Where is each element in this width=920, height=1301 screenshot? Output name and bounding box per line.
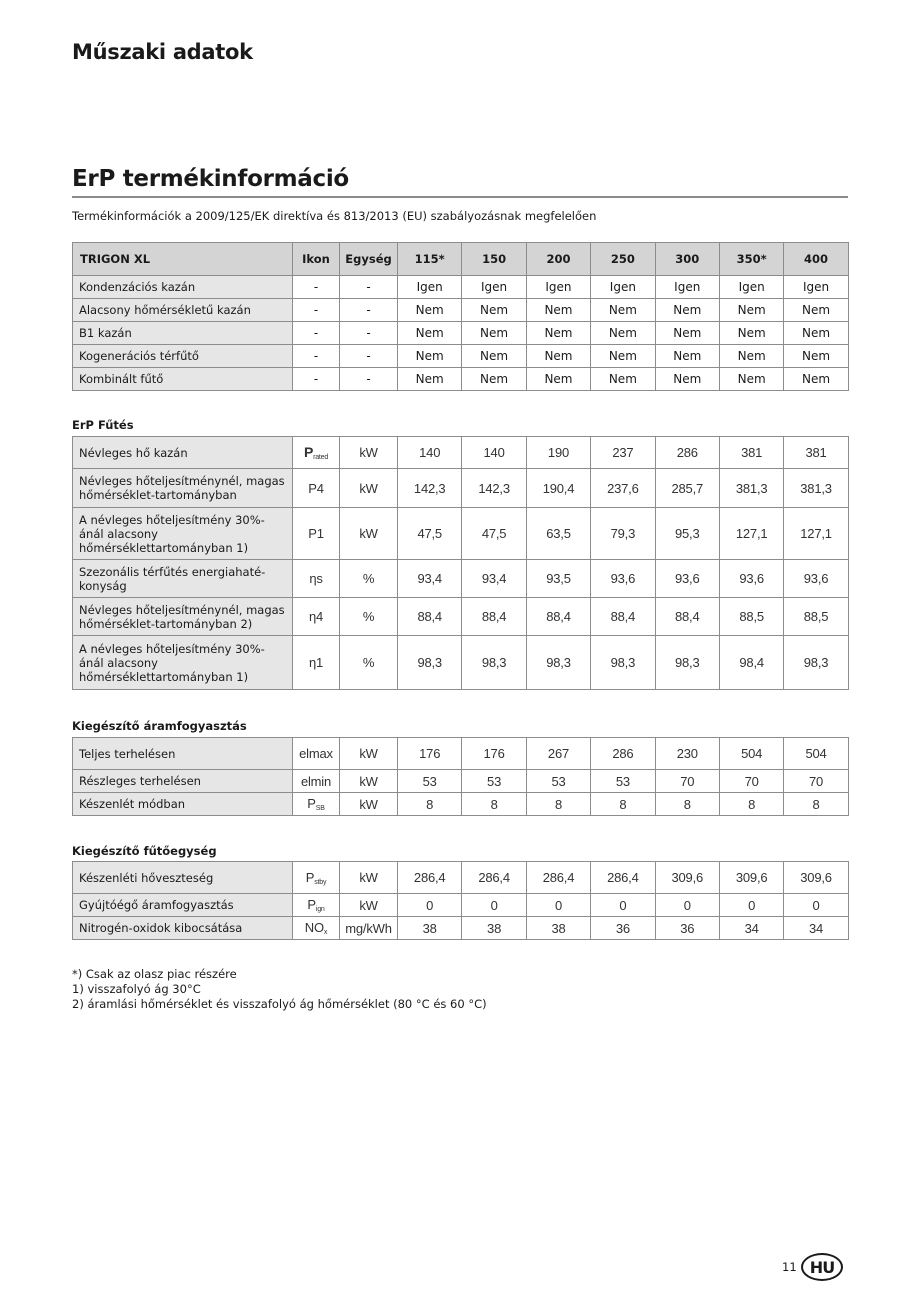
table-row (73, 862, 849, 894)
row-value: 504 (784, 738, 848, 770)
row-value: 381,3 (719, 469, 783, 508)
row-value: 38 (462, 917, 526, 940)
row-value: 309,6 (784, 862, 848, 894)
row-symbol: - (293, 299, 340, 322)
symbol-main: NO (304, 920, 324, 935)
row-unit: % (340, 560, 398, 598)
row-value: 127,1 (784, 508, 848, 560)
row-value: Nem (398, 322, 462, 345)
table-row (73, 276, 849, 299)
row-value: Nem (462, 299, 526, 322)
table-row (73, 368, 849, 391)
row-value: Nem (526, 345, 590, 368)
row-label: B1 kazán (73, 322, 293, 345)
row-value: 93,4 (462, 560, 526, 598)
row-value: Nem (784, 368, 848, 391)
row-value: 0 (591, 894, 655, 917)
row-value: 98,3 (591, 636, 655, 690)
header-250: 250 (591, 243, 655, 276)
row-symbol: elmin (293, 770, 340, 793)
row-value: Nem (655, 322, 719, 345)
row-unit: kW (340, 793, 398, 816)
table-row (73, 917, 849, 940)
row-symbol: - (293, 322, 340, 345)
header-unit: Egység (340, 243, 398, 276)
row-value: Nem (784, 345, 848, 368)
row-value: 286,4 (526, 862, 590, 894)
row-value: 70 (719, 770, 783, 793)
row-symbol: ηs (293, 560, 340, 598)
symbol-main: P (303, 444, 314, 460)
row-value: 286,4 (398, 862, 462, 894)
row-value: Nem (398, 299, 462, 322)
row-value: 36 (591, 917, 655, 940)
row-value: 176 (462, 738, 526, 770)
aux-power-table (72, 737, 849, 816)
row-unit: - (340, 345, 398, 368)
row-value: 38 (398, 917, 462, 940)
row-value: 8 (719, 793, 783, 816)
row-value: 98,3 (526, 636, 590, 690)
row-value: Nem (526, 322, 590, 345)
aux-heater-title: Kiegészítő fűtőegység (72, 844, 217, 858)
row-value: 286 (655, 437, 719, 469)
header-350: 350* (719, 243, 783, 276)
row-label: Teljes terhelésen (73, 738, 293, 770)
row-value: Igen (526, 276, 590, 299)
symbol-subscript: stby (314, 878, 327, 886)
table-row (73, 770, 849, 793)
symbol-main: P (307, 897, 316, 912)
row-value: 286,4 (462, 862, 526, 894)
row-label: A névleges hőteljesítmény 30%-ánál alacsony hőmérséklettartományban 1) (73, 636, 293, 690)
row-unit: kW (340, 770, 398, 793)
row-value: Igen (398, 276, 462, 299)
row-value: Nem (526, 368, 590, 391)
row-value: 190,4 (526, 469, 590, 508)
row-symbol: P4 (293, 469, 340, 508)
row-symbol: P1 (293, 508, 340, 560)
row-label: Kombinált fűtő (73, 368, 293, 391)
header-150: 150 (462, 243, 526, 276)
row-value: 267 (526, 738, 590, 770)
symbol-subscript: ign (315, 906, 325, 913)
header-400: 400 (784, 243, 848, 276)
row-symbol: - (293, 345, 340, 368)
row-value: 98,3 (655, 636, 719, 690)
row-value: 504 (719, 738, 783, 770)
row-value: Nem (462, 322, 526, 345)
row-value: Igen (784, 276, 848, 299)
table-row (73, 636, 849, 690)
row-label: Készenlét módban (73, 793, 293, 816)
row-value: 93,6 (784, 560, 848, 598)
row-value: 70 (784, 770, 848, 793)
row-value: 0 (719, 894, 783, 917)
row-label: Szezonális térfűtés energiahaté-konyság (73, 560, 293, 598)
row-value: Nem (784, 322, 848, 345)
row-value: 286 (591, 738, 655, 770)
row-value: 93,4 (398, 560, 462, 598)
erp-heating-table (72, 436, 849, 690)
row-label: Nitrogén-oxidok kibocsátása (73, 917, 293, 940)
table-row (73, 894, 849, 917)
row-value: 53 (398, 770, 462, 793)
table-header-row (73, 243, 849, 276)
row-value: 95,3 (655, 508, 719, 560)
symbol-subscript: rated (313, 454, 329, 461)
section-title: Műszaki adatok (72, 40, 253, 64)
row-value: 70 (655, 770, 719, 793)
row-unit: kW (340, 862, 398, 894)
row-value: Nem (655, 345, 719, 368)
row-value: 309,6 (655, 862, 719, 894)
row-value: 8 (655, 793, 719, 816)
row-value: 0 (784, 894, 848, 917)
row-value: 53 (462, 770, 526, 793)
erp-heating-title: ErP Fűtés (72, 418, 134, 432)
row-symbol: elmax (293, 738, 340, 770)
header-200: 200 (526, 243, 590, 276)
row-symbol (293, 437, 340, 469)
header-model: TRIGON XL (73, 243, 293, 276)
table-row (73, 437, 849, 469)
language-badge-icon: HU (801, 1253, 843, 1281)
footnote-1: 1) visszafolyó ág 30°C (72, 982, 201, 996)
row-value: 88,5 (784, 598, 848, 636)
row-label: A névleges hőteljesítmény 30%-ánál alacsony hőmérséklettartományban 1) (73, 508, 293, 560)
row-label: Névleges hőteljesítménynél, magas hőmérséklet-tartományban (73, 469, 293, 508)
symbol-subscript: SB (315, 805, 325, 812)
row-label: Alacsony hőmérsékletű kazán (73, 299, 293, 322)
header-icon: Ikon (293, 243, 340, 276)
row-value: Nem (655, 299, 719, 322)
row-label: Kogenerációs térfűtő (73, 345, 293, 368)
row-value: 88,4 (655, 598, 719, 636)
row-unit: kW (340, 738, 398, 770)
header-300: 300 (655, 243, 719, 276)
row-value: 381,3 (784, 469, 848, 508)
row-value: 142,3 (398, 469, 462, 508)
intro-text: Termékinformációk a 2009/125/EK direktíva és 813/2013 (EU) szabályozásnak megfelelően (72, 209, 597, 223)
row-label: Részleges terhelésen (73, 770, 293, 793)
row-value: 93,6 (719, 560, 783, 598)
row-symbol (293, 862, 340, 894)
row-value: 8 (462, 793, 526, 816)
page-title: ErP termékinformáció (72, 166, 349, 192)
row-value: 0 (462, 894, 526, 917)
row-value: 36 (655, 917, 719, 940)
row-value: Nem (591, 368, 655, 391)
row-value: 127,1 (719, 508, 783, 560)
row-symbol (293, 917, 340, 940)
row-value: 381 (784, 437, 848, 469)
row-label: Kondenzációs kazán (73, 276, 293, 299)
table-row (73, 598, 849, 636)
row-value: Nem (462, 368, 526, 391)
row-symbol (293, 894, 340, 917)
row-value: Nem (591, 299, 655, 322)
row-value: 93,5 (526, 560, 590, 598)
row-unit: - (340, 299, 398, 322)
row-value: 88,5 (719, 598, 783, 636)
row-value: 0 (655, 894, 719, 917)
row-unit: - (340, 322, 398, 345)
row-value: 98,3 (784, 636, 848, 690)
row-value: 93,6 (591, 560, 655, 598)
row-label: Névleges hőteljesítménynél, magas hőmérséklet-tartományban 2) (73, 598, 293, 636)
row-unit: - (340, 368, 398, 391)
row-value: 88,4 (591, 598, 655, 636)
row-unit: - (340, 276, 398, 299)
row-value: 79,3 (591, 508, 655, 560)
row-value: 38 (526, 917, 590, 940)
symbol-main: P (307, 796, 316, 811)
row-value: 88,4 (462, 598, 526, 636)
footnote-italy: *) Csak az olasz piac részére (72, 967, 237, 981)
title-divider (72, 196, 848, 198)
row-value: Nem (719, 299, 783, 322)
row-value: Igen (462, 276, 526, 299)
row-unit: kW (340, 894, 398, 917)
row-unit: kW (340, 508, 398, 560)
table-row (73, 469, 849, 508)
row-value: Nem (462, 345, 526, 368)
row-value: 0 (526, 894, 590, 917)
header-115: 115* (398, 243, 462, 276)
row-value: 98,3 (398, 636, 462, 690)
symbol-subscript: x (323, 929, 328, 936)
table-row (73, 508, 849, 560)
table-row (73, 299, 849, 322)
row-value: 53 (526, 770, 590, 793)
footnote-2: 2) áramlási hőmérséklet és visszafolyó ág hőmérséklet (80 °C és 60 °C) (72, 997, 487, 1011)
row-value: Nem (398, 368, 462, 391)
row-symbol: η4 (293, 598, 340, 636)
row-value: 190 (526, 437, 590, 469)
row-value: 8 (526, 793, 590, 816)
row-value: Nem (591, 322, 655, 345)
row-value: Nem (719, 368, 783, 391)
row-value: 34 (719, 917, 783, 940)
row-value: Igen (655, 276, 719, 299)
row-value: Nem (398, 345, 462, 368)
row-value: 309,6 (719, 862, 783, 894)
row-value: Nem (526, 299, 590, 322)
row-value: 285,7 (655, 469, 719, 508)
table-row (73, 738, 849, 770)
row-symbol: η1 (293, 636, 340, 690)
row-value: Igen (591, 276, 655, 299)
row-value: 140 (462, 437, 526, 469)
product-type-table (72, 242, 849, 391)
row-value: 63,5 (526, 508, 590, 560)
row-value: 8 (398, 793, 462, 816)
row-label: Gyújtóégő áramfogyasztás (73, 894, 293, 917)
row-label: Készenléti hőveszteség (73, 862, 293, 894)
row-unit: kW (340, 469, 398, 508)
row-value: Nem (655, 368, 719, 391)
row-value: 0 (398, 894, 462, 917)
symbol-main: P (305, 869, 315, 885)
aux-heater-table (72, 861, 849, 940)
row-value: 140 (398, 437, 462, 469)
row-label: Névleges hő kazán (73, 437, 293, 469)
row-value: 142,3 (462, 469, 526, 508)
row-unit: % (340, 636, 398, 690)
row-symbol: - (293, 276, 340, 299)
row-unit: % (340, 598, 398, 636)
row-value: 8 (591, 793, 655, 816)
row-value: 88,4 (398, 598, 462, 636)
row-unit: mg/kWh (340, 917, 398, 940)
row-value: 381 (719, 437, 783, 469)
row-symbol (293, 793, 340, 816)
row-value: 237 (591, 437, 655, 469)
row-value: 47,5 (398, 508, 462, 560)
row-value: Nem (591, 345, 655, 368)
row-value: 93,6 (655, 560, 719, 598)
footnotes (72, 967, 487, 1012)
aux-power-title: Kiegészítő áramfogyasztás (72, 719, 247, 733)
row-value: 88,4 (526, 598, 590, 636)
row-value: 34 (784, 917, 848, 940)
row-value: 98,3 (462, 636, 526, 690)
row-value: 98,4 (719, 636, 783, 690)
row-symbol: - (293, 368, 340, 391)
row-value: 176 (398, 738, 462, 770)
table-row (73, 793, 849, 816)
row-value: 47,5 (462, 508, 526, 560)
row-value: 230 (655, 738, 719, 770)
table-row (73, 560, 849, 598)
row-value: 53 (591, 770, 655, 793)
row-value: 8 (784, 793, 848, 816)
row-value: Nem (719, 322, 783, 345)
row-value: Nem (784, 299, 848, 322)
row-unit: kW (340, 437, 398, 469)
row-value: 286,4 (591, 862, 655, 894)
row-value: 237,6 (591, 469, 655, 508)
row-value: Igen (719, 276, 783, 299)
page-number: 11 (782, 1260, 797, 1274)
table-row (73, 322, 849, 345)
row-value: Nem (719, 345, 783, 368)
table-row (73, 345, 849, 368)
